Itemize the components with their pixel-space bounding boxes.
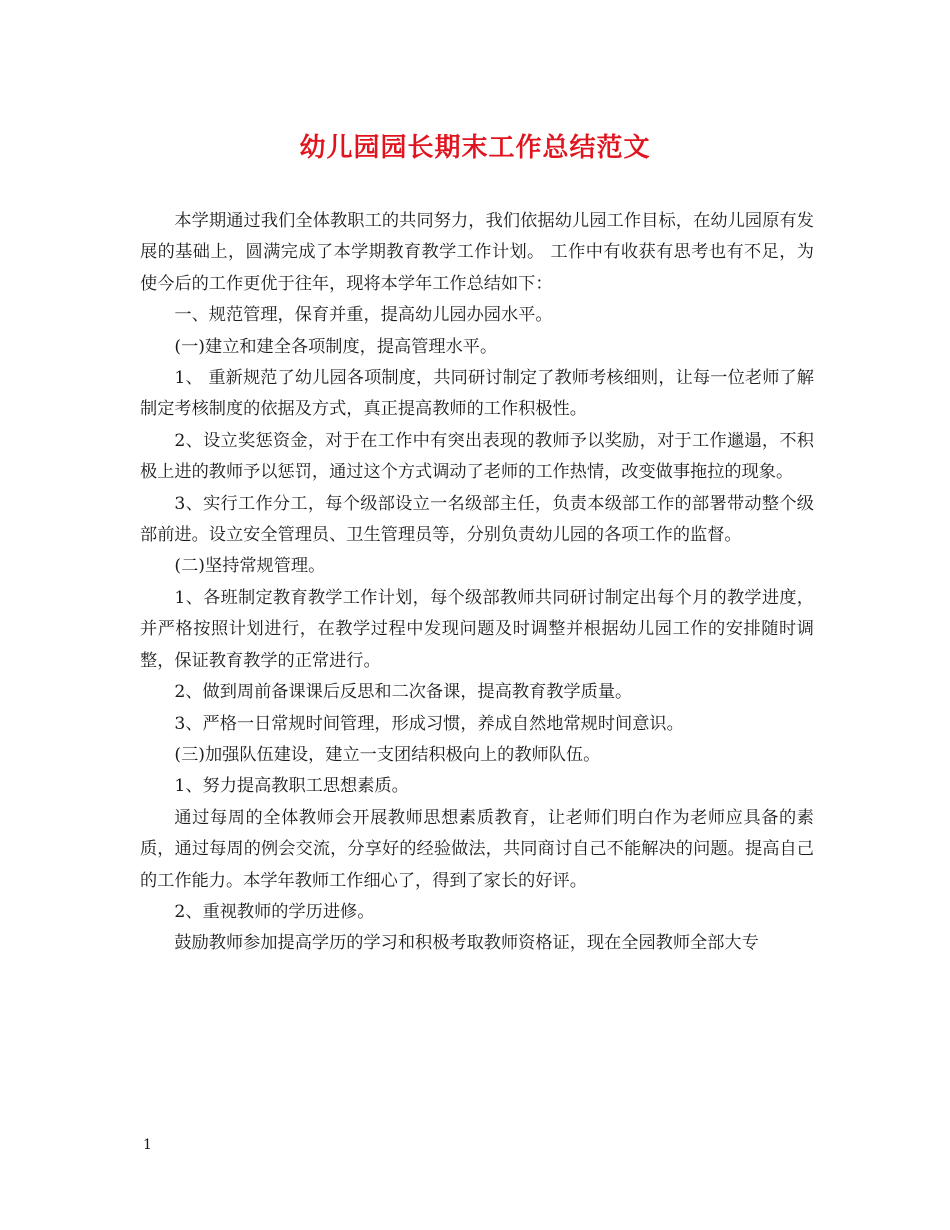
document-body (140, 206, 814, 960)
paragraph-item: 1、各班制定教育教学工作计划，每个级部教师共同研讨制定出每个月的教学进度，并严格按照计划进行，在教学过程中发现问题及时调整并根据幼儿园工作的安排随时调整，保证教育教学的正常进行。 (140, 587, 814, 671)
paragraph-item: 3、实行工作分工，每个级部设立一名级部主任，负责本级部工作的部署带动整个级部前进。设立安全管理员、卫生管理员等，分别负责幼儿园的各项工作的监督。 (140, 493, 814, 546)
page-number: 1 (143, 1137, 152, 1153)
subsection-heading-2: (二)坚持常规管理。 (174, 556, 326, 577)
paragraph-item: 2、设立奖惩资金，对于在工作中有突出表现的教师予以奖励，对于工作邋遢，不积极上进的教师予以惩罚，通过这个方式调动了老师的工作热情，改变做事拖拉的现象。 (140, 430, 814, 483)
paragraph-text: 通过每周的全体教师会开展教师思想素质教育，让老师们明白作为老师应具备的素质，通过每周的例会交流，分享好的经验做法，共同商讨自己不能解决的问题。提高自己的工作能力。本学年教师工作细心了，得到了家长的好评。 (140, 807, 814, 891)
document-title: 幼儿园园长期末工作总结范文 (299, 133, 651, 163)
paragraph-item: 3、严格一日常规时间管理，形成习惯，养成自然地常规时间意识。 (174, 713, 684, 734)
paragraph-item: 1、努力提高教职工思想素质。 (174, 776, 409, 797)
section-heading-1: 一、规范管理，保育并重，提高幼儿园办园水平。 (174, 305, 553, 326)
paragraph-item: 2、重视教师的学历进修。 (174, 901, 375, 922)
subsection-heading-3: (三)加强队伍建设，建立一支团结积极向上的教师队伍。 (174, 744, 601, 765)
subsection-heading-1: (一)建立和建全各项制度，提高管理水平。 (174, 336, 498, 357)
paragraph-item: 2、做到周前备课课后反思和二次备课，提高教育教学质量。 (174, 682, 633, 703)
paragraph-text: 鼓励教师参加提高学历的学习和积极考取教师资格证，现在全园教师全部大专 (174, 933, 759, 954)
paragraph-intro: 本学期通过我们全体教职工的共同努力，我们依据幼儿园工作目标，在幼儿园原有发展的基础上，圆满完成了本学期教育教学工作计划。 工作中有收获有思考也有不足，为使今后的工作更优于往年，现将本学年工作总结如下： (140, 211, 814, 294)
paragraph-item: 1、 重新规范了幼儿园各项制度，共同研讨制定了教师考核细则，让每一位老师了解制定考核制度的依据及方式，真正提高教师的工作积极性。 (140, 368, 814, 420)
